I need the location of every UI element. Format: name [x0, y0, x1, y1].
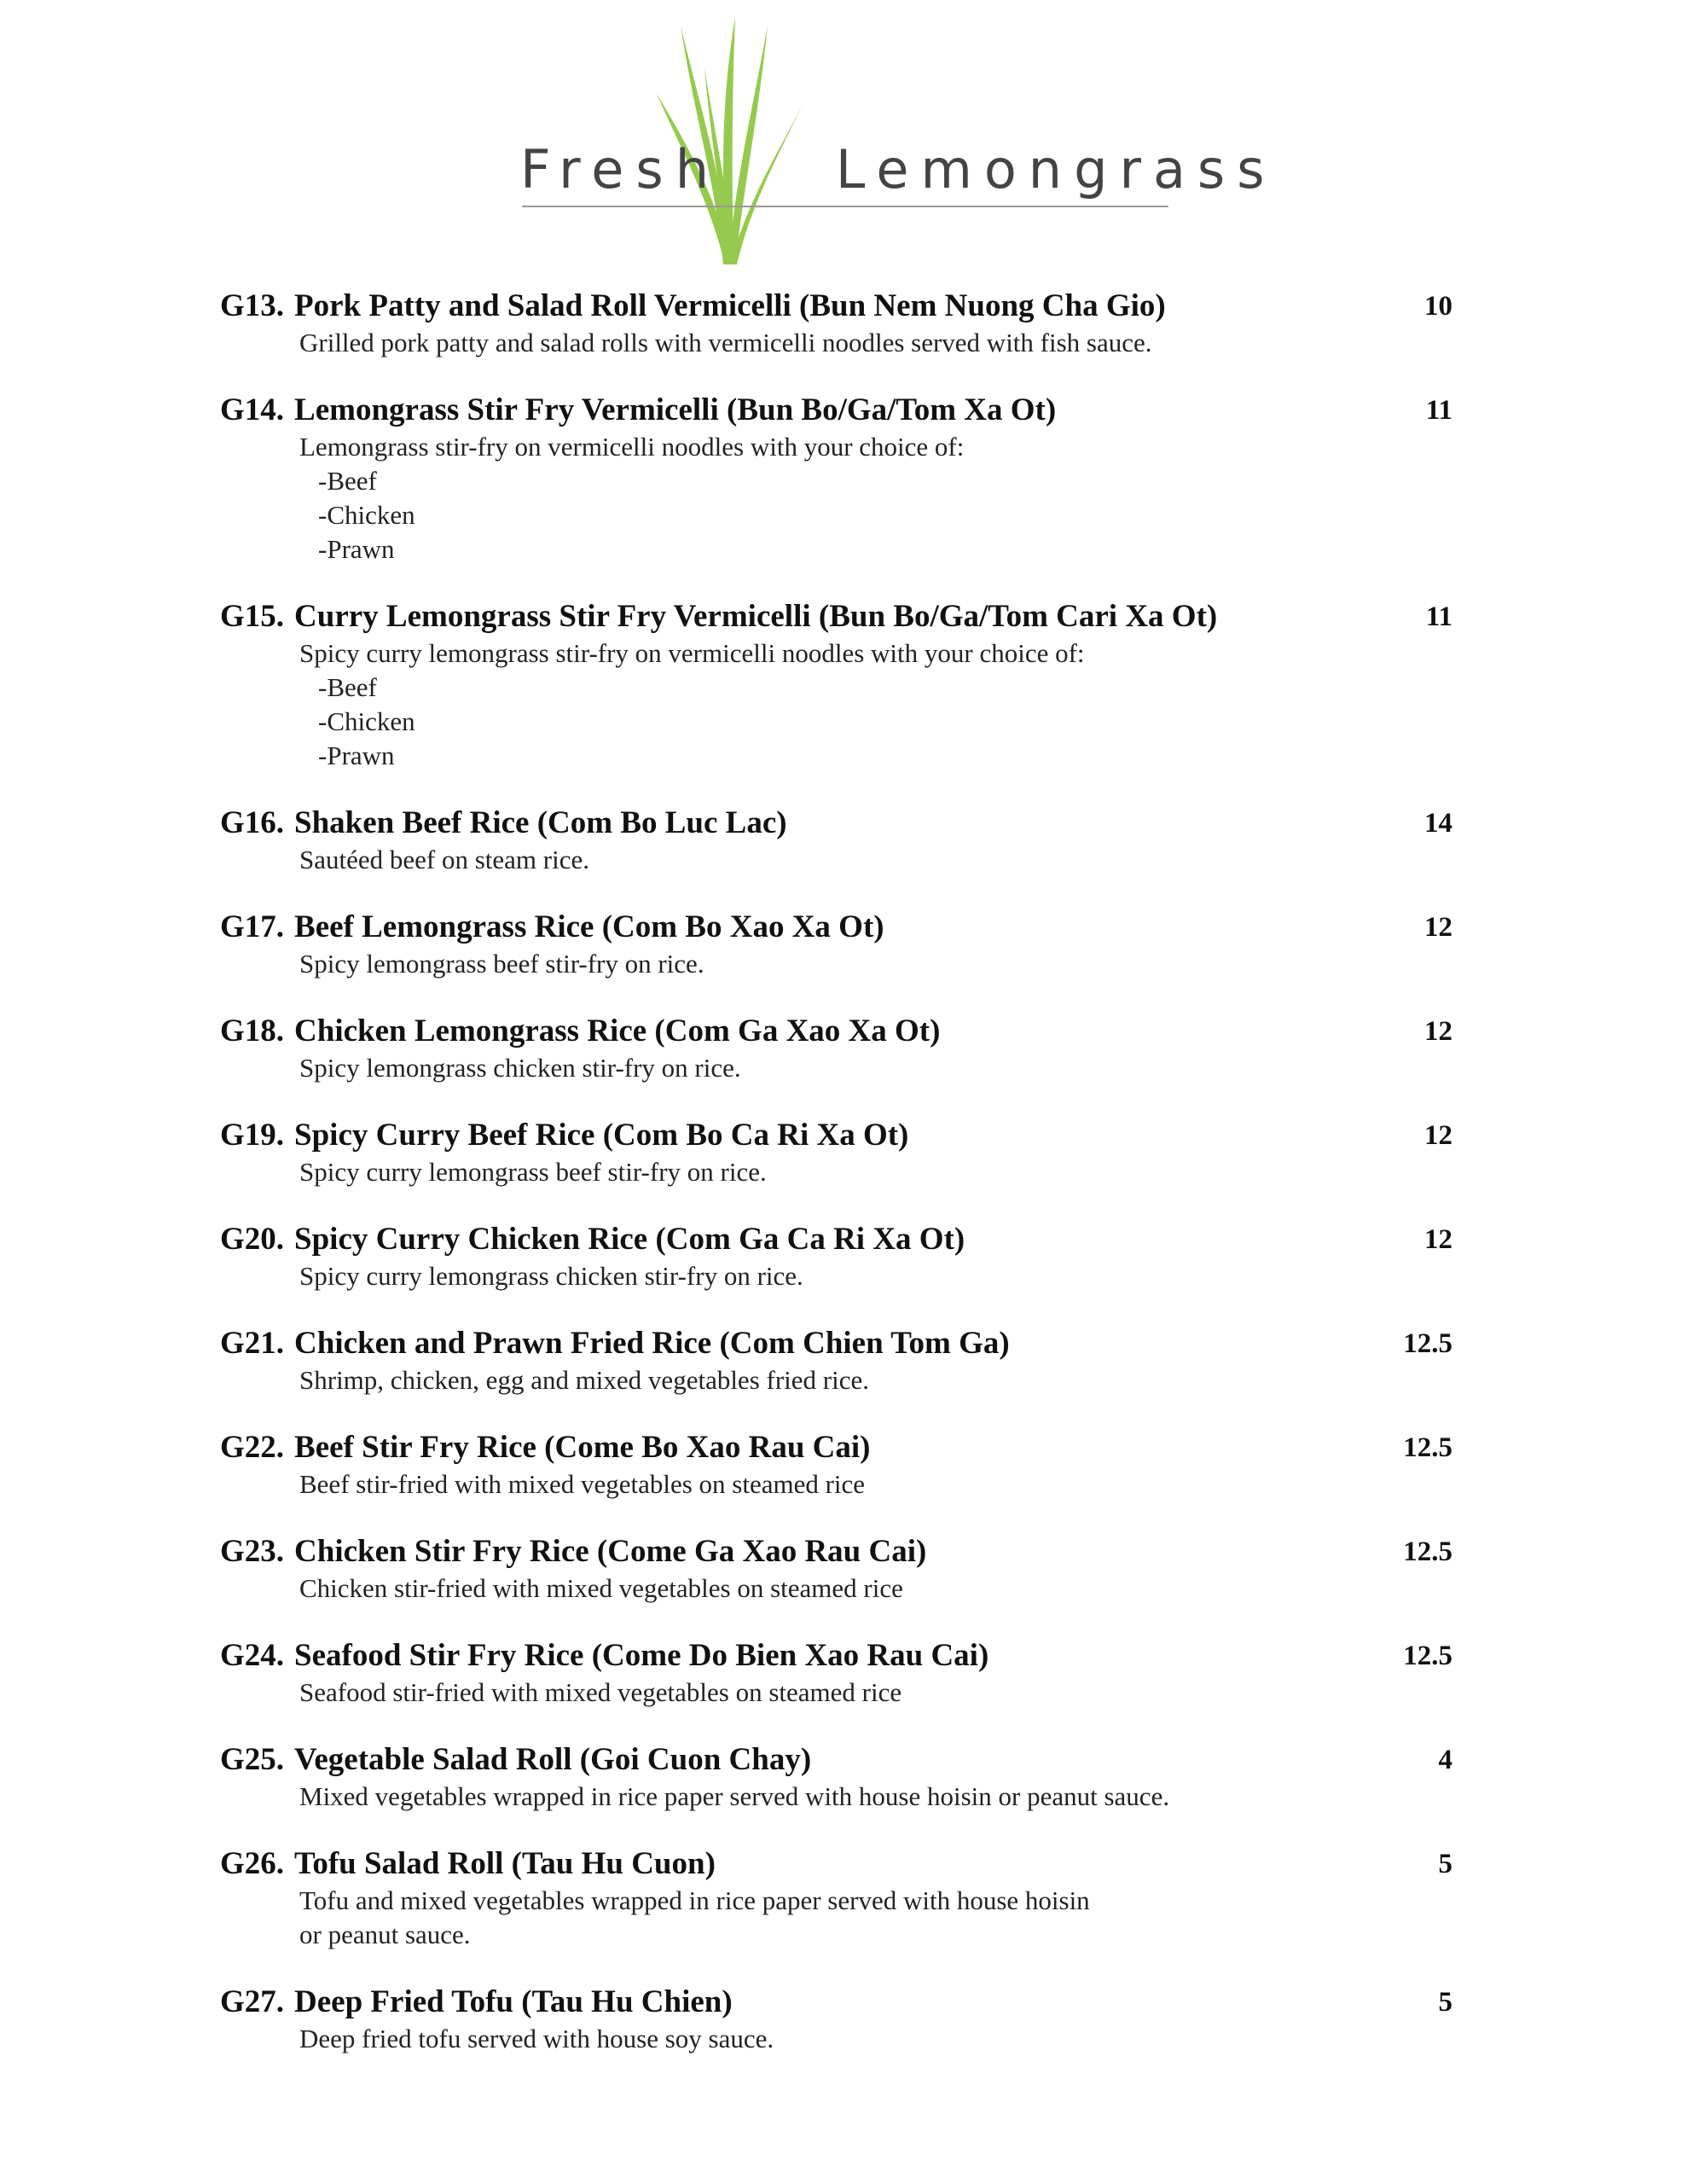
brand-name-word2: Lemongrass — [835, 138, 1277, 200]
item-price: 10 — [1424, 291, 1452, 322]
item-code: G19. — [220, 1118, 285, 1153]
item-price: 11 — [1425, 601, 1452, 632]
item-title — [220, 1220, 1474, 1259]
item-description: Spicy lemongrass beef stir-fry on rice. — [299, 949, 704, 979]
item-title — [220, 1636, 1474, 1676]
item-name: Spicy Curry Beef Rice (Com Bo Ca Ri Xa Ot) — [294, 1118, 909, 1153]
item-code: G13. — [220, 288, 285, 323]
item-description: Spicy curry lemongrass chicken stir-fry on rice. — [299, 1261, 803, 1291]
option-chicken: -Chicken — [318, 500, 415, 530]
item-description: Lemongrass stir-fry on vermicelli noodles with your choice of: — [299, 432, 965, 462]
item-code: G22. — [220, 1430, 285, 1465]
option-prawn: -Prawn — [318, 534, 395, 564]
item-price: 14 — [1424, 808, 1452, 839]
item-price: 12 — [1424, 1120, 1452, 1151]
item-title — [220, 908, 1474, 947]
item-description: Shrimp, chicken, egg and mixed vegetables fried rice. — [299, 1365, 869, 1395]
item-price: 12 — [1424, 1016, 1452, 1047]
item-name: Pork Patty and Salad Roll Vermicelli (Bun Nem Nuong Cha Gio) — [294, 288, 1166, 323]
item-name: Chicken Stir Fry Rice (Come Ga Xao Rau Cai) — [294, 1534, 927, 1569]
item-name: Curry Lemongrass Stir Fry Vermicelli (Bun Bo/Ga/Tom Cari Xa Ot) — [294, 599, 1218, 634]
brand-name — [520, 138, 1277, 200]
item-title — [220, 804, 1474, 843]
item-price: 12.5 — [1403, 1641, 1452, 1671]
item-price: 12.5 — [1403, 1328, 1452, 1359]
menu-item — [220, 1012, 1474, 1085]
item-code: G16. — [220, 805, 285, 840]
item-name: Vegetable Salad Roll (Goi Cuon Chay) — [294, 1742, 812, 1777]
item-name: Tofu Salad Roll (Tau Hu Cuon) — [294, 1846, 716, 1881]
item-title — [220, 1983, 1474, 2022]
item-title — [220, 1324, 1474, 1363]
item-code: G20. — [220, 1222, 285, 1257]
item-code: G18. — [220, 1014, 285, 1048]
menu-item — [220, 1220, 1474, 1293]
item-code: G21. — [220, 1326, 285, 1361]
menu-item — [220, 1844, 1474, 1952]
menu-item — [220, 1740, 1474, 1814]
item-description: Chicken stir-fried with mixed vegetables on steamed rice — [299, 1573, 903, 1603]
option-chicken: -Chicken — [318, 706, 415, 736]
menu-list — [220, 287, 1474, 2087]
item-description: Deep fried tofu served with house soy sauce. — [299, 2024, 774, 2053]
menu-item — [220, 1532, 1474, 1606]
item-options — [220, 671, 1474, 773]
menu-item — [220, 1116, 1474, 1189]
item-name: Deep Fried Tofu (Tau Hu Chien) — [294, 1984, 733, 2019]
menu-item — [220, 1324, 1474, 1397]
item-title — [220, 1844, 1474, 1884]
option-beef: -Beef — [318, 466, 377, 496]
item-price: 4 — [1438, 1745, 1452, 1775]
brand-name-word1: Fresh — [520, 138, 722, 200]
item-price: 5 — [1438, 1987, 1452, 2018]
item-code: G25. — [220, 1742, 285, 1777]
item-name: Seafood Stir Fry Rice (Come Do Bien Xao Rau Cai) — [294, 1638, 989, 1673]
item-price: 5 — [1438, 1849, 1452, 1879]
item-code: G14. — [220, 392, 285, 427]
item-description: Seafood stir-fried with mixed vegetables on steamed rice — [299, 1677, 902, 1707]
option-prawn: -Prawn — [318, 741, 395, 770]
item-code: G27. — [220, 1984, 285, 2019]
menu-item — [220, 804, 1474, 877]
item-description: Spicy lemongrass chicken stir-fry on rice. — [299, 1053, 741, 1083]
item-title — [220, 287, 1474, 326]
menu-item — [220, 1983, 1474, 2056]
item-title — [220, 1116, 1474, 1155]
menu-item — [220, 908, 1474, 981]
item-code: G15. — [220, 599, 285, 634]
item-title — [220, 1428, 1474, 1467]
menu-item — [220, 391, 1474, 566]
item-code: G23. — [220, 1534, 285, 1569]
item-options — [220, 464, 1474, 566]
item-title — [220, 1740, 1474, 1780]
option-beef: -Beef — [318, 672, 377, 702]
item-price: 12.5 — [1403, 1536, 1452, 1567]
item-name: Beef Stir Fry Rice (Come Bo Xao Rau Cai) — [294, 1430, 871, 1465]
item-name: Shaken Beef Rice (Com Bo Luc Lac) — [294, 805, 787, 840]
item-price: 12 — [1424, 1224, 1452, 1255]
item-code: G26. — [220, 1846, 285, 1881]
item-description: Tofu and mixed vegetables wrapped in rice paper served with house hoisin — [299, 1885, 1090, 1915]
item-price: 12.5 — [1403, 1432, 1452, 1463]
item-name: Lemongrass Stir Fry Vermicelli (Bun Bo/Ga/Tom Xa Ot) — [294, 392, 1057, 427]
brand-logo — [512, 17, 1277, 273]
item-description: Spicy curry lemongrass beef stir-fry on rice. — [299, 1157, 767, 1187]
item-title — [220, 1532, 1474, 1571]
item-code: G17. — [220, 909, 285, 944]
item-price: 11 — [1425, 395, 1452, 426]
item-title — [220, 391, 1474, 430]
item-description: Grilled pork patty and salad rolls with vermicelli noodles served with fish sauce. — [299, 328, 1152, 357]
menu-item — [220, 1636, 1474, 1710]
item-name: Spicy Curry Chicken Rice (Com Ga Ca Ri Xa Ot) — [294, 1222, 965, 1257]
item-name: Chicken and Prawn Fried Rice (Com Chien Tom Ga) — [294, 1326, 1010, 1361]
item-description: Sautéed beef on steam rice. — [299, 845, 589, 874]
item-name: Chicken Lemongrass Rice (Com Ga Xao Xa Ot) — [294, 1014, 941, 1048]
item-description: Beef stir-fried with mixed vegetables on steamed rice — [299, 1469, 866, 1499]
menu-item — [220, 1428, 1474, 1502]
item-description-continued: or peanut sauce. — [299, 1920, 471, 1949]
menu-item — [220, 597, 1474, 773]
item-description: Spicy curry lemongrass stir-fry on vermicelli noodles with your choice of: — [299, 638, 1085, 668]
menu-item — [220, 287, 1474, 360]
item-title — [220, 597, 1474, 636]
item-price: 12 — [1424, 912, 1452, 943]
item-name: Beef Lemongrass Rice (Com Bo Xao Xa Ot) — [294, 909, 884, 944]
item-title — [220, 1012, 1474, 1051]
item-description: Mixed vegetables wrapped in rice paper served with house hoisin or peanut sauce. — [299, 1781, 1170, 1811]
item-code: G24. — [220, 1638, 285, 1673]
